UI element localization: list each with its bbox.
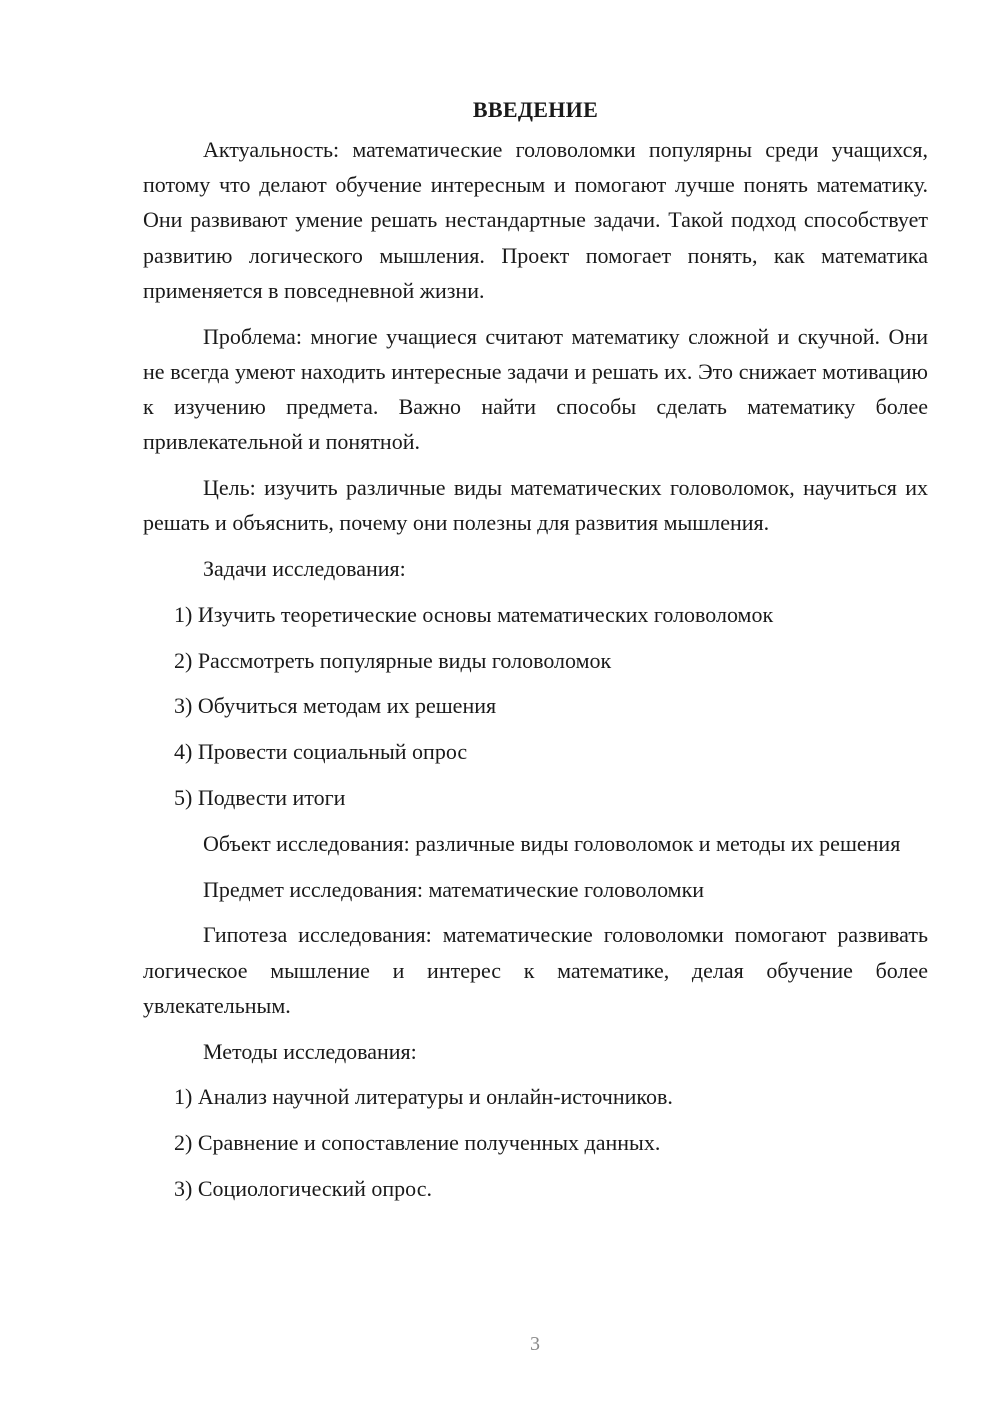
tasks-title: Задачи исследования: <box>203 556 406 582</box>
method-item: 2) Сравнение и сопоставление полученных данных. <box>174 1130 661 1156</box>
page-number: 3 <box>530 1333 540 1355</box>
method-item: 3) Социологический опрос. <box>174 1175 432 1201</box>
methods-title: Методы исследования: <box>203 1038 417 1064</box>
goal-paragraph: Цель: изучить различные виды математических головоломок, научиться их решать и объяснить, почему они полезны для развития мышления. <box>143 475 928 536</box>
page-title: ВВЕДЕНИЕ <box>472 97 599 122</box>
hypothesis-paragraph: Гипотеза исследования: математические головоломки помогают развивать логическое мышление и интерес к математике, делая обучение более увлекательным. <box>143 922 928 1018</box>
object-paragraph: Объект исследования: различные виды головоломок и методы их решения <box>203 830 901 856</box>
document-page <box>143 92 928 1217</box>
relevance-paragraph: Актуальность: математические головоломки популярны среди учащихся, потому что делают обучение интересным и помогают лучше понять математику. Они развивают умение решать нестандартные задачи. Такой подход способствует развитию логического мышления. Проект помогает понять, как математика применяется в повседневной жизни. <box>143 137 928 303</box>
subject-line: Предмет исследования: математические головоломки <box>203 876 705 902</box>
task-item: 1) Изучить теоретические основы математических головоломок <box>174 601 774 627</box>
task-item: 4) Провести социальный опрос <box>174 739 468 765</box>
task-item: 2) Рассмотреть популярные виды головоломок <box>174 647 612 673</box>
task-item: 3) Обучиться методам их решения <box>174 693 497 719</box>
problem-paragraph: Проблема: многие учащиеся считают математику сложной и скучной. Они не всегда умеют находить интересные задачи и решать их. Это снижает мотивацию к изучению предмета. Важно найти способы сделать математику более привлекательной и понятной. <box>143 323 928 455</box>
method-item: 1) Анализ научной литературы и онлайн-источников. <box>174 1084 673 1110</box>
task-item: 5) Подвести итоги <box>174 785 346 810</box>
